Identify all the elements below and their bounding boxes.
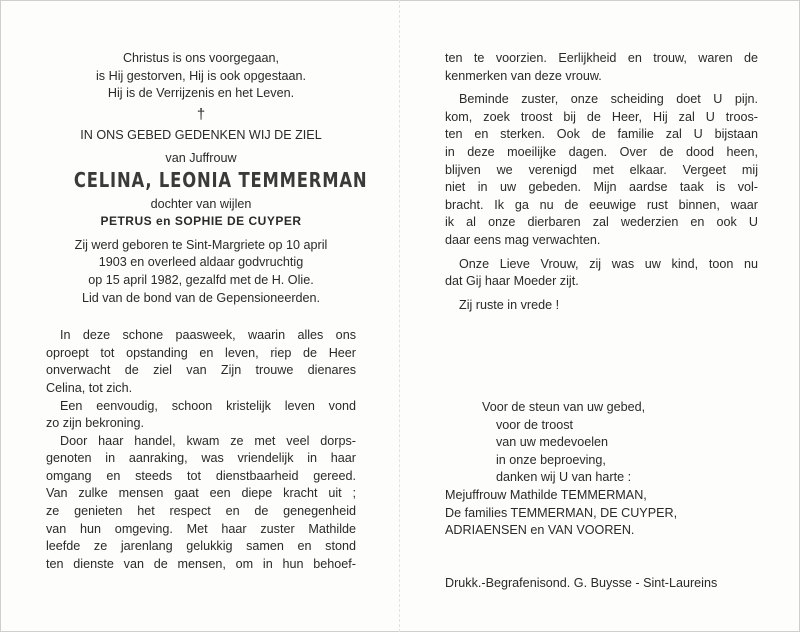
daughter-of-line: dochter van wijlen <box>150 196 252 211</box>
para1-line-2: oproept tot opstanding en leven, riep de Heer <box>46 345 356 360</box>
para3-line-1: Door haar handel, kwam ze met veel dorps- <box>60 433 356 448</box>
r-para3-line-1: Onze Lieve Vrouw, zij was uw kind, toon nu <box>459 256 758 271</box>
para3-line-8: ten dienste van de mensen, om in hun behoef- <box>46 556 356 571</box>
right-column <box>445 50 758 314</box>
r-para3-line-2: dat Gij haar Moeder zijt. <box>445 274 579 289</box>
gratitude-line-3: van uw medevoelen <box>496 435 609 450</box>
para1-line-4: Celina, tot zich. <box>46 380 133 395</box>
para3-line-5: ze genieten het respect en de genegenheid <box>46 504 356 519</box>
para1-line-3: onverwacht de ziel van Zijn trouwe dienares <box>46 363 356 378</box>
para3-line-4: Van zulke mensen gaat een diepe kracht uit ; <box>46 486 356 501</box>
r-para2-line-9: daar eens mag verwachten. <box>445 232 601 247</box>
para1-line-1: In deze schone paasweek, waarin alles ons <box>60 328 356 343</box>
fold-line <box>399 0 400 632</box>
gratitude-block <box>482 399 645 487</box>
van-juffrouw: van Juffrouw <box>165 151 237 166</box>
gratitude-line-1: Voor de steun van uw gebed, <box>482 400 646 414</box>
family-line-1: Mejuffrouw Mathilde TEMMERMAN, <box>445 488 647 502</box>
r-para2-line-4: in deze moeilijke dagen. Over de dood heen, <box>445 144 758 159</box>
rest-in-peace: Zij ruste in vrede ! <box>459 297 560 312</box>
gratitude-line-5: danken wij U van harte : <box>496 470 632 485</box>
intro-line-3: Hij is de Verrijzenis en het Leven. <box>107 86 295 101</box>
cross-icon: † <box>196 105 206 123</box>
para3-line-6: van hun omgeving. Met haar zuster Mathilde <box>46 521 356 536</box>
family-line-3: ADRIAENSEN en VAN VOOREN. <box>445 523 635 538</box>
para3-line-3: omgang en steeds tot dienstbaarheid gereed. <box>46 468 356 483</box>
r-para2-line-6: niet in uw gebeden. Mijn aardse taak is vol- <box>445 180 758 195</box>
para2-line-2: zo zijn bekroning. <box>46 416 145 431</box>
family-line-2: De families TEMMERMAN, DE CUYPER, <box>445 505 678 520</box>
intro-line-2: is Hij gestorven, Hij is ook opgestaan. <box>96 68 306 83</box>
para3-line-2: genoten in aanraking, was vriendelijk in haar <box>46 451 356 466</box>
member-line: Lid van de bond van de Gepensioneerden. <box>81 290 321 305</box>
r-para2-line-1: Beminde zuster, onze scheiding doet U pijn. <box>459 92 758 107</box>
r-para2-line-3: ten en sterken. Ook de familie zal U bijstaan <box>445 127 758 142</box>
r-para2-line-5: blijven we verenigd met elkaar. Vergeet mij <box>445 162 758 177</box>
r-para1-line-1: ten te voorzien. Eerlijkheid en trouw, waren de <box>445 51 758 65</box>
deceased-name: CELINA, LEONIA TEMMERMAN <box>73 167 368 192</box>
r-para2-line-2: kom, zoek troost bij de Heer, Hij zal U troos- <box>445 109 758 124</box>
gratitude-line-2: voor de troost <box>496 417 574 432</box>
birth-line-1: Zij werd geboren te Sint-Margriete op 10 april <box>74 237 328 252</box>
printer-credit: Drukk.-Begrafenisond. G. Buysse - Sint-Laureins <box>445 576 718 590</box>
parents-names: PETRUS en SOPHIE DE CUYPER <box>100 214 302 229</box>
family-names <box>445 487 677 540</box>
para2-line-1: Een eenvoudig, schoon kristelijk leven vond <box>60 398 356 413</box>
para3-line-7: leefde ze jarenlang gelukkig samen en stond <box>46 539 356 554</box>
r-para2-line-7: bracht. Ik ga nu de eeuwige rust binnen, waar <box>445 197 758 212</box>
birth-line-2: 1903 en overleed aldaar godvruchtig <box>98 255 304 270</box>
left-column <box>46 50 368 573</box>
gratitude-line-4: in onze beproeving, <box>496 452 606 467</box>
r-para2-line-8: ik al onze dierbaren zal wederzien en ook U <box>445 215 758 230</box>
intro-line-1: Christus is ons voorgegaan, <box>122 51 280 65</box>
birth-line-3: op 15 april 1982, gezalfd met de H. Olie. <box>88 272 314 287</box>
r-para1-line-2: kenmerken van deze vrouw. <box>445 68 602 83</box>
prayer-line: IN ONS GEBED GEDENKEN WIJ DE ZIEL <box>80 127 322 142</box>
